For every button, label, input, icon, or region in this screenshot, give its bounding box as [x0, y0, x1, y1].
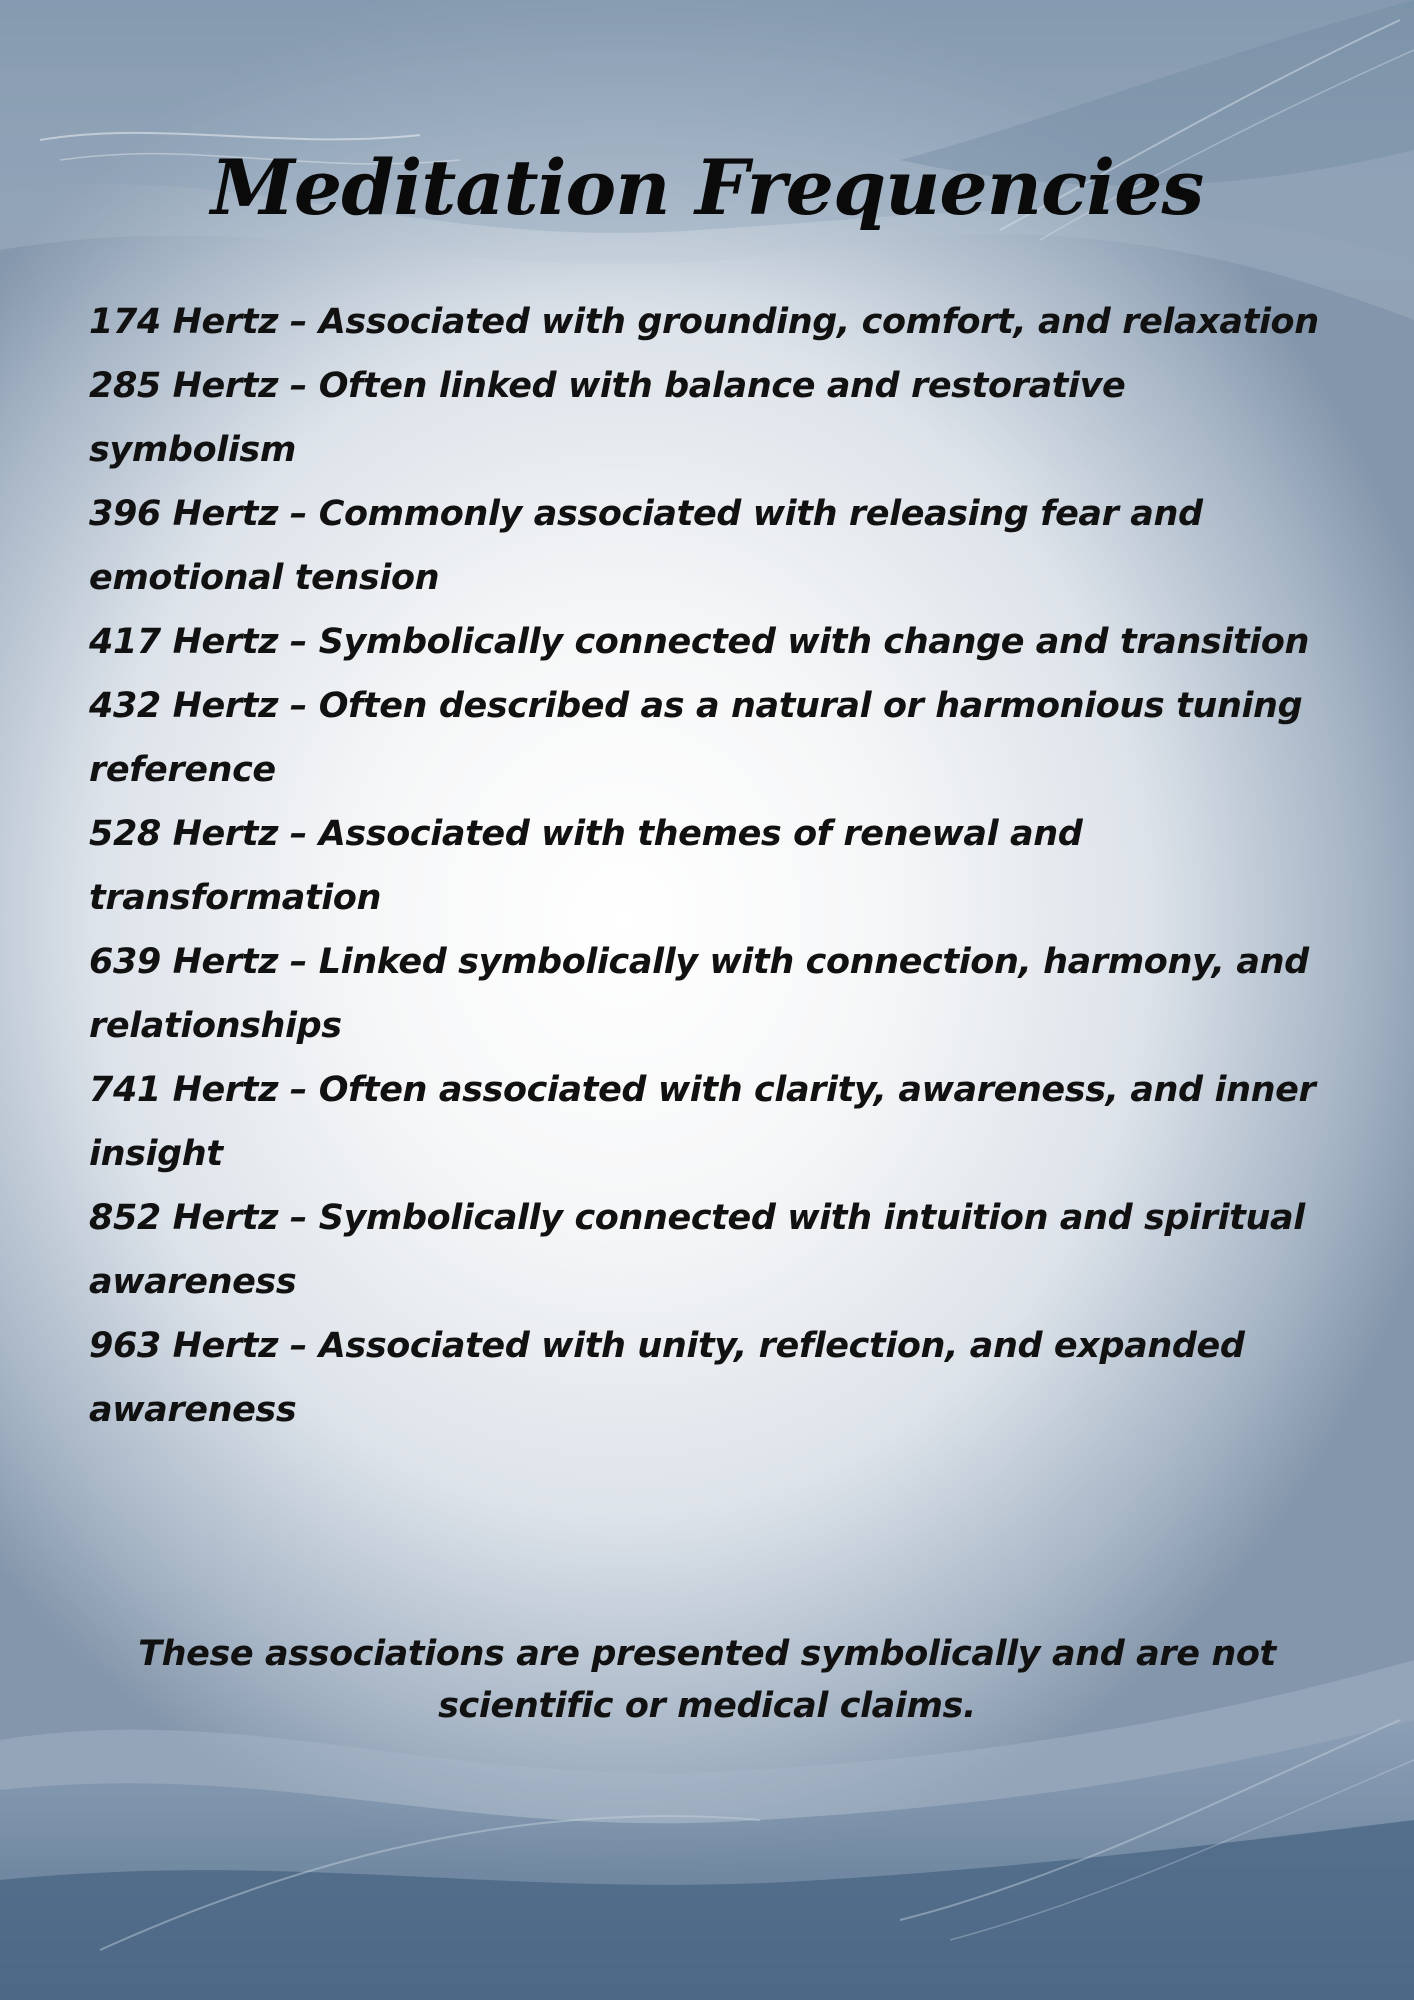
list-item: 852 Hertz – Symbolically connected with intuition and spiritual awareness	[89, 1198, 1305, 1302]
list-item: 432 Hertz – Often described as a natural or harmonious tuning reference	[89, 686, 1303, 790]
list-item: 285 Hertz – Often linked with balance and restorative symbolism	[89, 366, 1126, 470]
page-title: Meditation Frequencies	[210, 143, 1204, 232]
list-item: 528 Hertz – Associated with themes of renewal and transformation	[89, 814, 1083, 918]
list-item: 396 Hertz – Commonly associated with releasing fear and emotional tension	[89, 494, 1203, 598]
list-item: 741 Hertz – Often associated with clarity, awareness, and inner insight	[89, 1070, 1316, 1174]
list-item: 963 Hertz – Associated with unity, reflection, and expanded awareness	[89, 1326, 1245, 1430]
frequency-list	[89, 290, 1339, 1442]
list-item: 174 Hertz – Associated with grounding, comfort, and relaxation	[89, 302, 1319, 342]
list-item: 639 Hertz – Linked symbolically with connection, harmony, and relationships	[89, 942, 1309, 1046]
list-item: 417 Hertz – Symbolically connected with change and transition	[89, 622, 1310, 662]
disclaimer-text: These associations are presented symbolically and are not scientific or medical claims.	[138, 1634, 1276, 1726]
